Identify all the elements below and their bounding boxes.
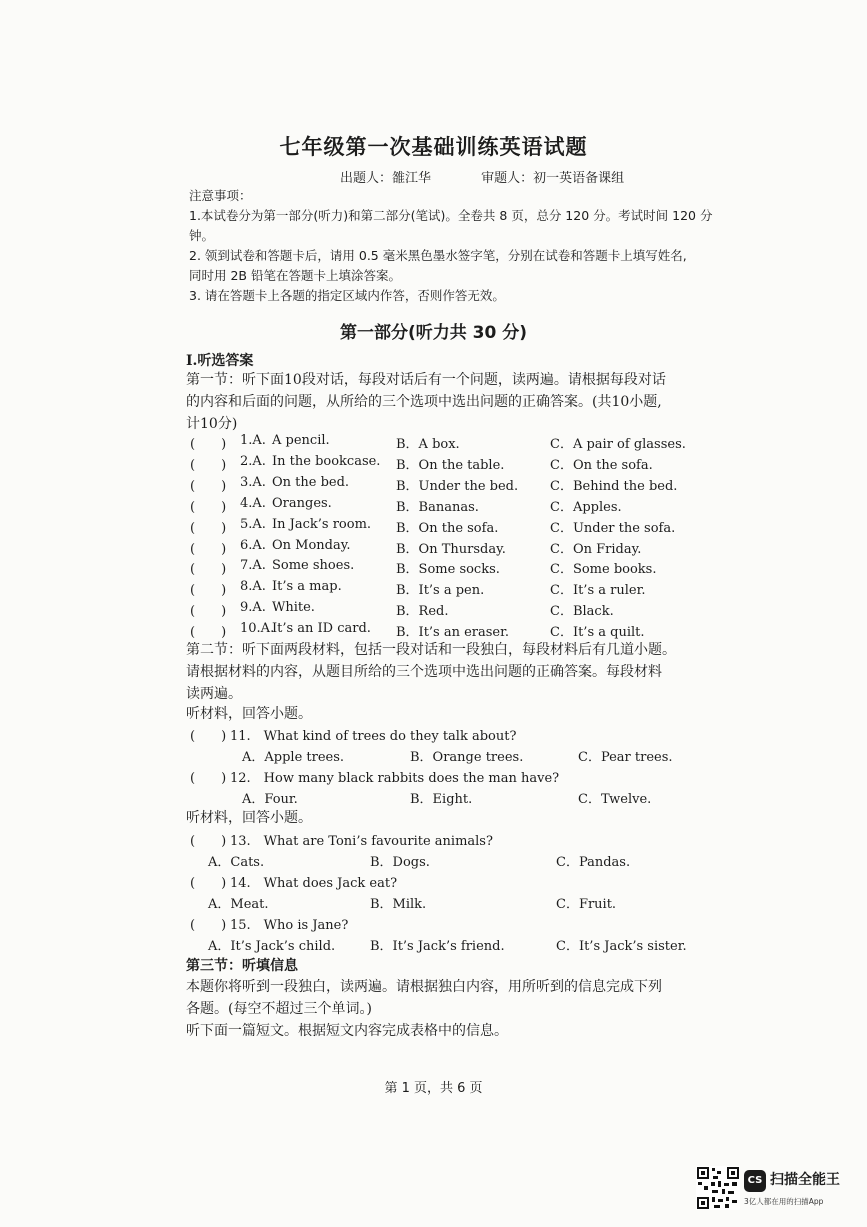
question-number: 1.A. xyxy=(240,433,266,448)
option-b: B．On Thursday. xyxy=(396,542,506,557)
answer-blank[interactable]: ( ) xyxy=(190,437,227,452)
option-b: B．Under the bed. xyxy=(396,479,519,494)
option-a: In Jack’s room. xyxy=(272,517,372,532)
scanner-watermark xyxy=(696,1166,856,1214)
note-1b: 钟。 xyxy=(189,228,215,243)
app-name: 扫描全能王 xyxy=(770,1172,840,1188)
question-number: 6.A. xyxy=(240,538,266,553)
q11-option-a: A．Apple trees. xyxy=(242,750,345,765)
q13-option-b: B．Dogs. xyxy=(370,855,430,870)
option-a: Oranges. xyxy=(272,496,332,511)
q13-option-a: A．Cats. xyxy=(208,855,265,870)
page-footer: 第 1 页，共 6 页 xyxy=(384,1081,483,1096)
reviewer: 审题人：初一英语备课组 xyxy=(481,171,625,186)
question-stem: 11. What kind of trees do they talk about? xyxy=(230,729,517,744)
sec3-line: 本题你将听到一段独白，读两遍。请根据独白内容，用所听到的信息完成下列 xyxy=(186,979,662,995)
question-number: 3.A. xyxy=(240,475,266,490)
option-a: Some shoes. xyxy=(272,558,355,573)
option-a: It’s a map. xyxy=(272,579,342,594)
notes-block xyxy=(189,186,749,306)
section-roman-title: I.听选答案 xyxy=(186,353,254,369)
answer-blank[interactable]: ( ) xyxy=(190,918,227,933)
material-two-label: 听材料，回答小题。 xyxy=(186,810,312,826)
option-a: On Monday. xyxy=(272,538,351,553)
app-tagline: 3亿人都在用的扫描App xyxy=(744,1197,824,1206)
answer-blank[interactable]: ( ) xyxy=(190,479,227,494)
authors-line xyxy=(340,167,670,186)
answer-blank[interactable]: ( ) xyxy=(190,876,227,891)
answer-blank[interactable]: ( ) xyxy=(190,562,227,577)
sec1-line: 计10分) xyxy=(186,416,238,432)
qr-code-icon xyxy=(696,1166,740,1210)
option-a: It’s an ID card. xyxy=(272,621,371,636)
question-stem: 13. What are Toni’s favourite animals? xyxy=(230,834,493,849)
option-a: In the bookcase. xyxy=(272,454,381,469)
author: 出题人：雒江华 xyxy=(340,171,432,186)
sec2-line: 第二节：听下面两段材料，包括一段对话和一段独白，每段材料后有几道小题。 xyxy=(186,642,676,658)
question-number: 9.A. xyxy=(240,600,266,615)
answer-blank[interactable]: ( ) xyxy=(190,458,227,473)
question-number: 8.A. xyxy=(240,579,266,594)
answer-blank[interactable]: ( ) xyxy=(190,729,227,744)
sec3-line: 各题。(每空不超过三个单词。) xyxy=(186,1001,372,1017)
answer-blank[interactable]: ( ) xyxy=(190,771,227,786)
question-stem: 12. How many black rabbits does the man have? xyxy=(230,771,560,786)
question-number: 5.A. xyxy=(240,517,266,532)
question-stem: 14. What does Jack eat? xyxy=(230,876,398,891)
note-1a: 1.本试卷分为第一部分(听力)和第二部分(笔试)。全卷共 8 页，总分 120 分。考试时间 120 分 xyxy=(189,208,713,223)
sec1-line: 的内容和后面的问题，从所给的三个选项中选出问题的正确答案。(共10小题, xyxy=(186,394,662,410)
sec2-line: 读两遍。 xyxy=(186,686,242,702)
option-c: C．It’s a ruler. xyxy=(550,583,646,598)
sec3-line: 听下面一篇短文。根据短文内容完成表格中的信息。 xyxy=(186,1023,508,1039)
material-one-label: 听材料，回答小题。 xyxy=(186,706,312,722)
answer-blank[interactable]: ( ) xyxy=(190,583,227,598)
question-stem: 15. Who is Jane? xyxy=(230,918,349,933)
note-2b: 同时用 2B 铅笔在答题卡上填涂答案。 xyxy=(189,268,401,283)
q15-option-c: C．It’s Jack’s sister. xyxy=(556,939,687,954)
option-b: B．On the sofa. xyxy=(396,521,499,536)
answer-blank[interactable]: ( ) xyxy=(190,521,227,536)
option-c: C．A pair of glasses. xyxy=(550,437,686,452)
part-one-title: 第一部分(听力共 30 分) xyxy=(339,323,528,343)
option-a: On the bed. xyxy=(272,475,350,490)
q12-option-b: B．Eight. xyxy=(410,792,473,807)
option-b: B．Bananas. xyxy=(396,500,479,515)
q14-option-b: B．Milk. xyxy=(370,897,427,912)
option-c: C．Black. xyxy=(550,604,614,619)
option-b: B．Red. xyxy=(396,604,449,619)
note-3: 3. 请在答题卡上各题的指定区域内作答，否则作答无效。 xyxy=(189,288,505,303)
option-c: C．On the sofa. xyxy=(550,458,653,473)
section-three-title: 第三节：听填信息 xyxy=(186,958,298,974)
q11-option-b: B．Orange trees. xyxy=(410,750,524,765)
option-b: B．Some socks. xyxy=(396,562,500,577)
option-c: C．It’s a quilt. xyxy=(550,625,645,640)
option-b: B．A box. xyxy=(396,437,460,452)
notes-heading: 注意事项： xyxy=(189,188,252,203)
option-c: C．Some books. xyxy=(550,562,657,577)
question-number: 7.A. xyxy=(240,558,266,573)
question-number: 2.A. xyxy=(240,454,266,469)
answer-blank[interactable]: ( ) xyxy=(190,625,227,640)
exam-title: 七年级第一次基础训练英语试题 xyxy=(279,134,588,159)
option-c: C．Apples. xyxy=(550,500,622,515)
q15-option-a: A．It’s Jack’s child. xyxy=(208,939,336,954)
option-c: C．Behind the bed. xyxy=(550,479,678,494)
q12-option-a: A．Four. xyxy=(242,792,298,807)
option-c: C．On Friday. xyxy=(550,542,642,557)
answer-blank[interactable]: ( ) xyxy=(190,500,227,515)
section-three-instructions xyxy=(186,976,746,1042)
option-c: C．Under the sofa. xyxy=(550,521,676,536)
question-number: 10.A. xyxy=(240,621,275,636)
q14-option-c: C．Fruit. xyxy=(556,897,617,912)
q15-option-b: B．It’s Jack’s friend. xyxy=(370,939,505,954)
q11-option-c: C．Pear trees. xyxy=(578,750,673,765)
section-two-instructions xyxy=(186,639,746,705)
q12-option-c: C．Twelve. xyxy=(578,792,652,807)
option-a: White. xyxy=(272,600,315,615)
question-number: 4.A. xyxy=(240,496,266,511)
answer-blank[interactable]: ( ) xyxy=(190,604,227,619)
q14-option-a: A．Meat. xyxy=(208,897,269,912)
q13-option-c: C．Pandas. xyxy=(556,855,631,870)
note-2a: 2. 领到试卷和答题卡后，请用 0.5 毫米黑色墨水签字笔，分别在试卷和答题卡上填写姓名, xyxy=(189,248,687,263)
sec1-line: 第一节：听下面10段对话，每段对话后有一个问题，读两遍。请根据每段对话 xyxy=(186,372,666,388)
option-a: A pencil. xyxy=(272,433,330,448)
sec2-line: 请根据材料的内容，从题目所给的三个选项中选出问题的正确答案。每段材料 xyxy=(186,664,662,680)
section-one-instructions xyxy=(186,369,746,435)
option-b: B．On the table. xyxy=(396,458,505,473)
camscanner-logo-icon: CS xyxy=(744,1170,766,1192)
option-b: B．It’s an eraser. xyxy=(396,625,510,640)
answer-blank[interactable]: ( ) xyxy=(190,834,227,849)
option-b: B．It’s a pen. xyxy=(396,583,485,598)
answer-blank[interactable]: ( ) xyxy=(190,542,227,557)
